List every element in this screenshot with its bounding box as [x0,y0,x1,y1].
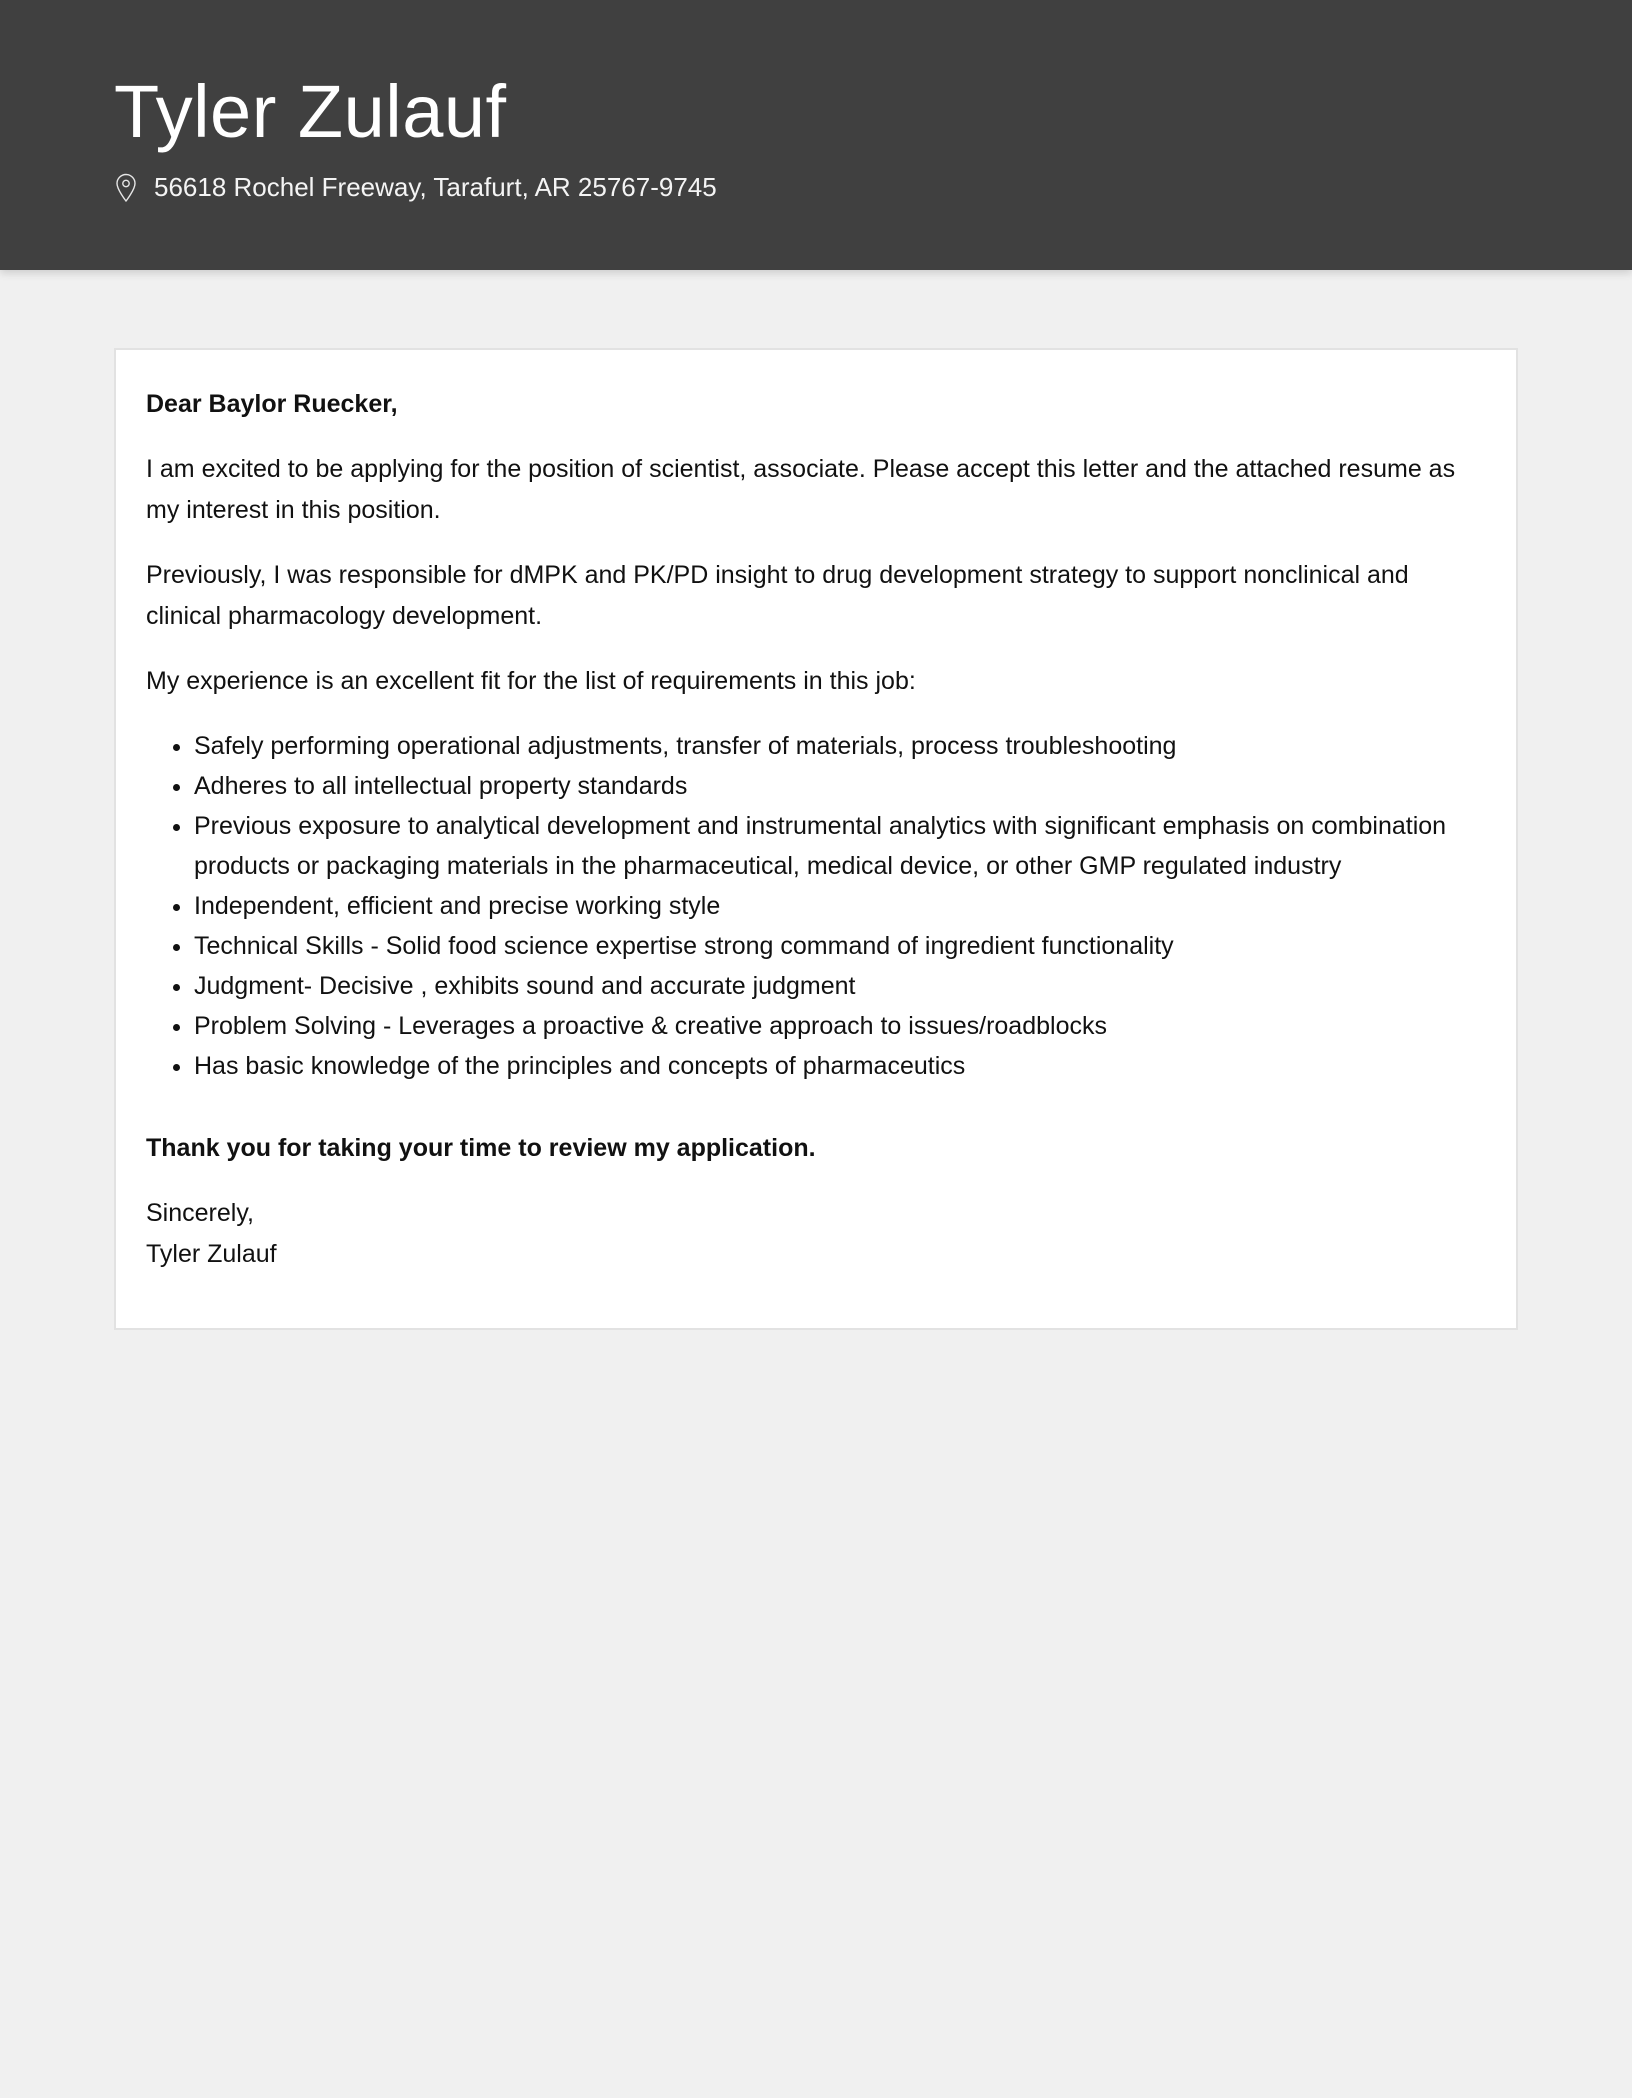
requirements-list [146,726,1486,1086]
sender-name: Tyler Zulauf [114,70,507,153]
map-pin-icon [114,173,138,203]
thanks-line: Thank you for taking your time to review my application. [146,1134,816,1162]
list-item: • Adheres to all intellectual property standards [194,766,1486,806]
salutation: Dear Baylor Ruecker, [146,390,398,418]
closing-phrase: Sincerely, [146,1199,254,1227]
signature: Tyler Zulauf [146,1240,277,1268]
experience-paragraph: Previously, I was responsible for dMPK and PK/PD insight to drug development strategy to support nonclinical and clinical pharmacology development. [146,561,1409,630]
list-item: • Problem Solving - Leverages a proactive & creative approach to issues/roadblocks [194,1006,1486,1046]
intro-paragraph: I am excited to be applying for the position of scientist, associate. Please accept this letter and the attached resume as my interest in this position. [146,455,1456,524]
list-item: • Has basic knowledge of the principles and concepts of pharmaceutics [194,1046,1486,1086]
list-item: • Previous exposure to analytical development and instrumental analytics with significant emphasis on combination products or packaging materials in the pharmaceutical, medical device, or other GMP regulated industry [194,806,1486,886]
list-item: • Safely performing operational adjustments, transfer of materials, process troubleshooting [194,726,1486,766]
letter-header [0,0,1632,270]
requirements-intro: My experience is an excellent fit for the list of requirements in this job: [146,667,916,695]
list-item: • Judgment- Decisive , exhibits sound and accurate judgment [194,966,1486,1006]
sender-address [114,172,1632,203]
list-item: • Independent, efficient and precise working style [194,886,1486,926]
list-item: • Technical Skills - Solid food science expertise strong command of ingredient functionality [194,926,1486,966]
cover-letter-card [114,348,1518,1330]
closing-block [146,1193,1486,1275]
address-text: 56618 Rochel Freeway, Tarafurt, AR 25767-9745 [154,172,717,202]
